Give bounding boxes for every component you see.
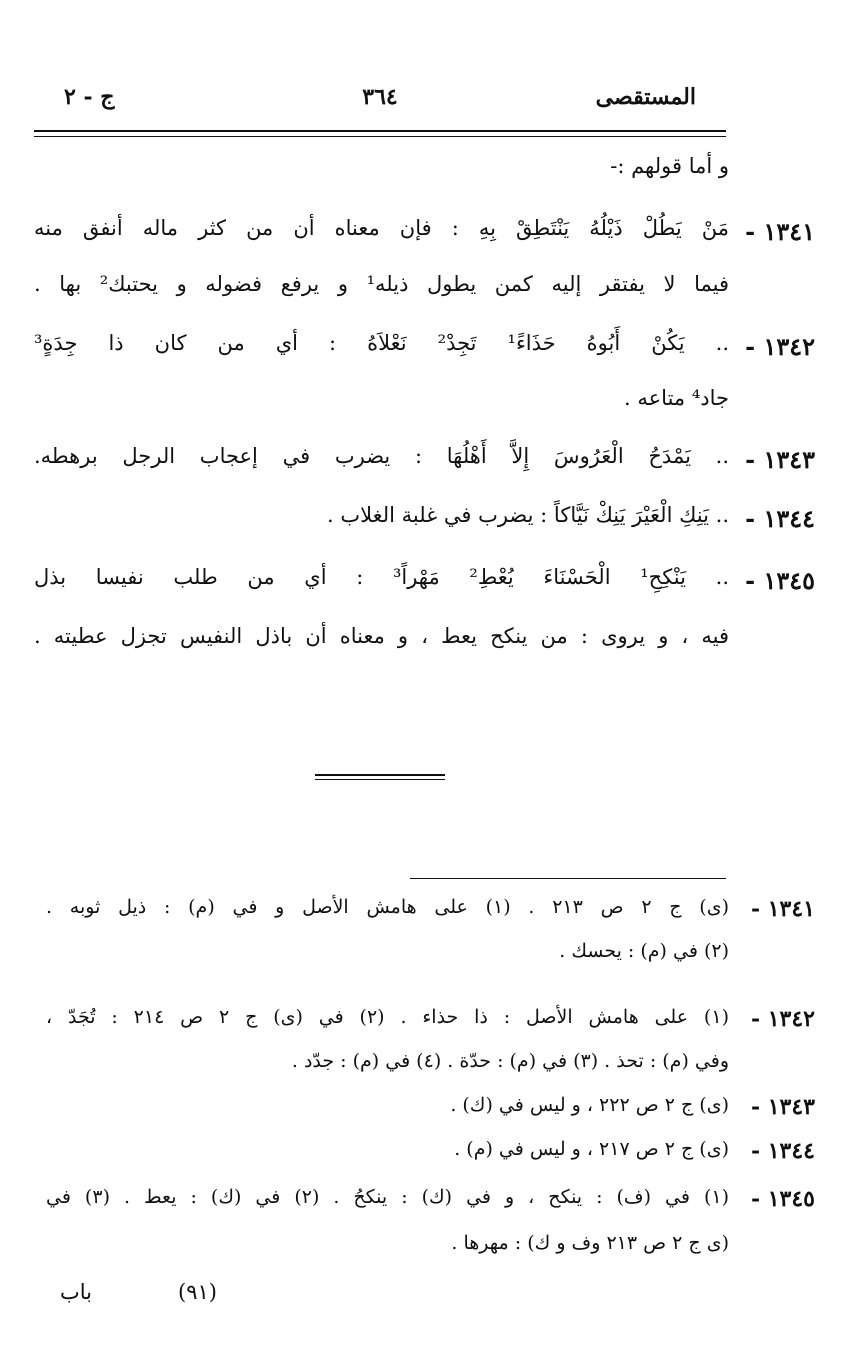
footnote-line: (٢) في (م) : يحسك . [559,940,729,962]
footnote-number: ١٣٤٣ - [750,1094,815,1120]
entry-number: ١٣٤٥ - [745,566,815,595]
entry-line: فيما لا يفتقر إليه كمن يطول ذيله¹ و يرفع فضوله و يحتبك² بها . [34,272,729,296]
section-separator-thin [315,779,445,780]
footnote-line: وفي (م) : تحذ . (٣) في (م) : حدّة . (٤) في (م) : جدّد . [291,1050,729,1072]
catchword: باب [60,1280,93,1304]
entry-line: .. يَكُنْ أَبُوهُ حَذَاءً¹ تَجِدْ² نَعْلاَهُ : أي من كان ذا جِدَةٍ³ [34,331,730,355]
footnote-line: (ى) ج ٢ ص ٢١٧ ، و ليس في (م) . [454,1138,729,1160]
entry-line: .. يَمْدَحُ الْعَرُوسَ إِلاَّ أَهْلُهَا : يضرب في إعجاب الرجل برهطه. [34,444,729,468]
intro-line: و أما قولهم :- [610,154,729,178]
entry-line: جاد⁴ متاعه . [624,386,729,410]
footnote-number: ١٣٤٤ - [750,1138,815,1164]
entry-number: ١٣٤٣ - [745,445,815,474]
header-rule-thin [34,136,726,137]
signature-mark: (٩١) [178,1280,217,1304]
page-number: ٣٦٤ [362,84,398,110]
entry-number: ١٣٤٢ - [745,332,815,361]
entry-number: ١٣٤٤ - [745,504,815,533]
header-rule-thick [34,130,726,132]
entry-line: مَنْ يَطُلْ ذَيْلُهُ يَنْتَطِقْ بِهِ : فإن معناه أن من كثر ماله أنفق منه [34,216,729,240]
footnote-number: ١٣٤٥ - [750,1186,815,1212]
entry-line: .. يَنْكِحِ¹ الْحَسْنَاءَ يُعْطِ² مَهْراً³ : أي من طلب نفيسا بذل [34,565,729,589]
footnote-rule [410,878,726,879]
footnote-line: (ى) ج ٢ ص ٢١٣ . (١) على هامش الأصل و في (م) : ذيل ثوبه . [46,896,729,918]
entry-line: .. يَنِكِ الْعَيْرَ يَنِكْ نَيَّاكاً : يضرب في غلبة الغلاب . [326,503,729,527]
footnote-number: ١٣٤١ - [750,896,815,922]
footnote-line: (١) في (ف) : ينكح ، و في (ك) : ينكحُ . (٢) في (ك) : يعط . (٣) في [46,1186,729,1208]
footnote-line: (ى ج ٢ ص ٢١٣ وف و ك) : مهرها . [451,1232,729,1254]
footnote-number: ١٣٤٢ - [750,1006,815,1032]
volume-label: ج - ٢ [64,84,115,110]
running-header [34,84,726,124]
entry-line: فيه ، و يروى : من ينكح يعط ، و معناه أن باذل النفيس تجزل عطيته . [34,624,729,648]
footnote-line: (١) على هامش الأصل : ذا حذاء . (٢) في (ى) ج ٢ ص ٢١٤ : تُجَدّ ، [46,1006,729,1028]
footnote-line: (ى) ج ٢ ص ٢٢٢ ، و ليس في (ك) . [450,1094,729,1116]
section-separator [315,774,445,776]
entry-number: ١٣٤١ - [745,217,815,246]
book-title: المستقصى [595,84,696,110]
